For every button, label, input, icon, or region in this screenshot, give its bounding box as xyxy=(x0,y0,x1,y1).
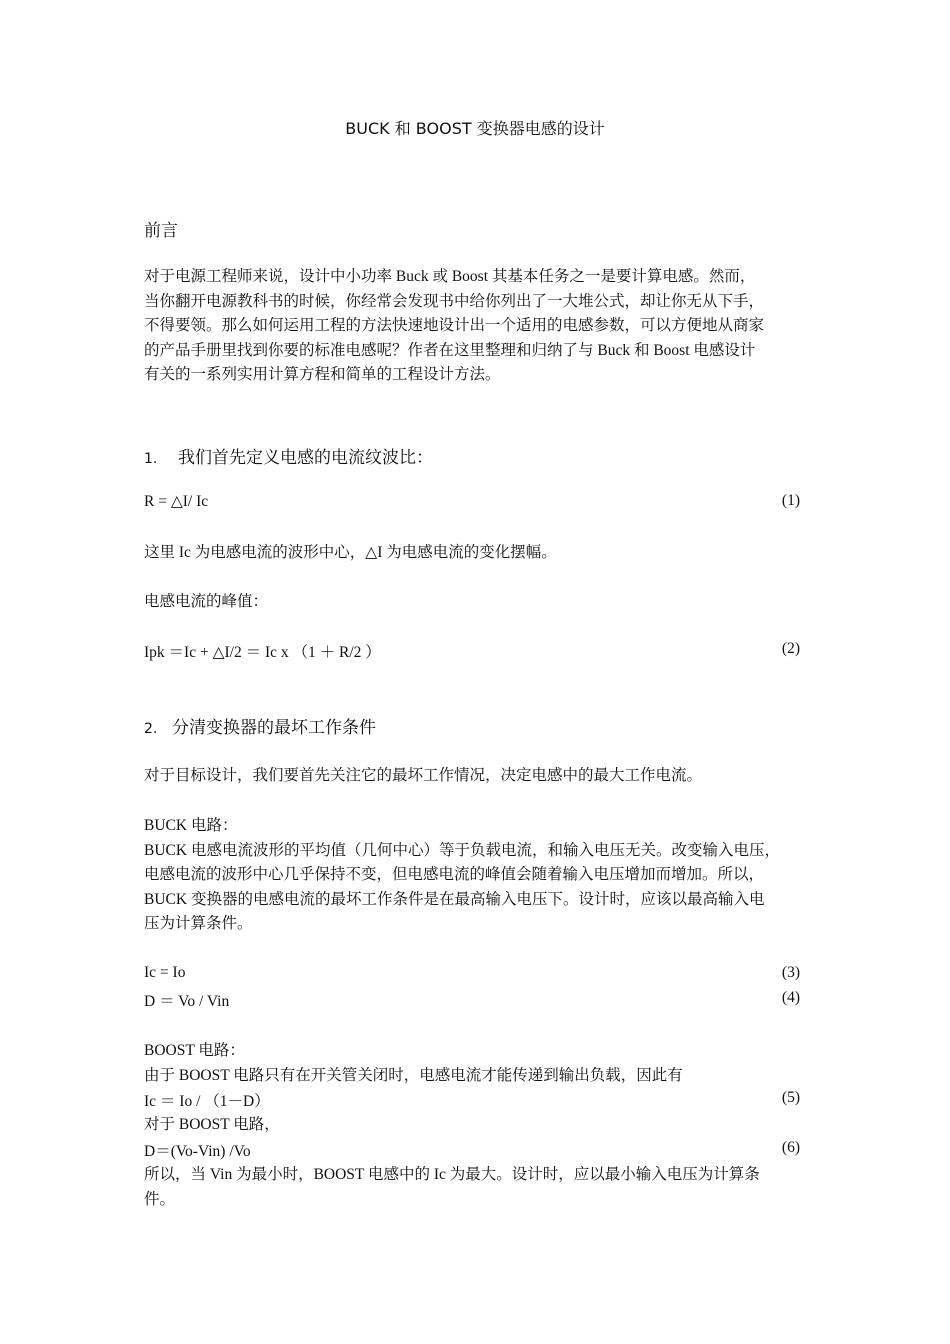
equation-5-number: (5) xyxy=(781,1089,800,1106)
section2-number: 2. xyxy=(144,721,158,737)
equation-1-number: (1) xyxy=(781,492,800,509)
equation-2 xyxy=(144,640,800,664)
equation-3-text: Ic = Io xyxy=(144,964,186,981)
equation-4 xyxy=(144,989,800,1013)
ripple-explanation: 这里 Ic 为电感电流的波形中心，△I 为电感电流的变化摆幅。 xyxy=(144,544,557,561)
equation-6 xyxy=(144,1139,800,1163)
section1-heading xyxy=(144,443,433,468)
equation-5 xyxy=(144,1089,800,1113)
document-title: BUCK 和 BOOST 变换器电感的设计 xyxy=(345,119,605,138)
buck-line: 压为计算条件。 xyxy=(144,915,253,932)
preface-paragraph xyxy=(144,265,764,388)
section2-title: 分清变换器的最坏工作条件 xyxy=(172,718,376,738)
preface-line: 对于电源工程师来说，设计中小功率 Buck 或 Boost 其基本任务之一是要计算电感。然而， xyxy=(144,268,756,285)
boost-label: BOOST 电路： xyxy=(144,1042,245,1059)
equation-4-text: D ＝ Vo / Vin xyxy=(144,993,230,1010)
equation-2-text: Ipk ＝Ic + △I/2 ＝ Ic x （1 ＋ R/2 ） xyxy=(144,644,381,661)
buck-line: BUCK 电感电流波形的平均值（几何中心）等于负载电流，和输入电压无关。改变输入电压， xyxy=(144,841,780,859)
section1-title: 我们首先定义电感的电流纹波比： xyxy=(178,448,433,468)
equation-6-number: (6) xyxy=(781,1139,800,1156)
section2-heading xyxy=(144,713,376,738)
equation-1-text: R = △I/ Ic xyxy=(144,493,209,510)
buck-block xyxy=(144,814,780,937)
equation-1 xyxy=(144,492,800,516)
boost-conclusion xyxy=(144,1163,760,1212)
equation-5-text: Ic ＝ Io / （1－D） xyxy=(144,1093,270,1110)
preface-line: 有关的一系列实用计算方程和简单的工程设计方法。 xyxy=(144,366,501,384)
preface-heading: 前言 xyxy=(144,221,178,241)
equation-6-text: D＝(Vo-Vin) /Vo xyxy=(144,1143,251,1160)
boost-conclusion-line: 所以，当 Vin 为最小时，BOOST 电感中的 Ic 为最大。设计时，应以最小输入电压为计算条 xyxy=(144,1166,760,1183)
preface-line: 不得要领。那么如何运用工程的方法快速地设计出一个适用的电感参数，可以方便地从商家 xyxy=(144,317,765,335)
section2-intro: 对于目标设计，我们要首先关注它的最坏工作情况，决定电感中的最大工作电流。 xyxy=(144,767,703,784)
boost-line-2: 对于 BOOST 电路， xyxy=(144,1116,280,1133)
buck-label: BUCK 电路： xyxy=(144,817,238,834)
boost-conclusion-line: 件。 xyxy=(144,1190,176,1208)
preface-line: 当你翻开电源教科书的时候，你经常会发现书中给你列出了一大堆公式，却让你无从下手， xyxy=(144,292,765,310)
equation-3-number: (3) xyxy=(781,964,800,981)
equation-2-number: (2) xyxy=(781,640,800,657)
equation-3 xyxy=(144,964,800,988)
equation-4-number: (4) xyxy=(781,989,800,1006)
preface-line: 的产品手册里找到你要的标准电感呢？作者在这里整理和归纳了与 Buck 和 Boost 电感设计 xyxy=(144,341,756,359)
peak-label: 电感电流的峰值： xyxy=(144,593,269,610)
section1-number: 1. xyxy=(144,451,158,467)
buck-line: 电感电流的波形中心几乎保持不变，但电感电流的峰值会随着输入电压增加而增加。所以， xyxy=(144,866,765,883)
buck-line: BUCK 变换器的电感电流的最坏工作条件是在最高输入电压下。设计时，应该以最高输入电 xyxy=(144,890,765,908)
boost-line-1: 由于 BOOST 电路只有在开关管关闭时，电感电流才能传递到输出负载，因此有 xyxy=(144,1067,683,1084)
